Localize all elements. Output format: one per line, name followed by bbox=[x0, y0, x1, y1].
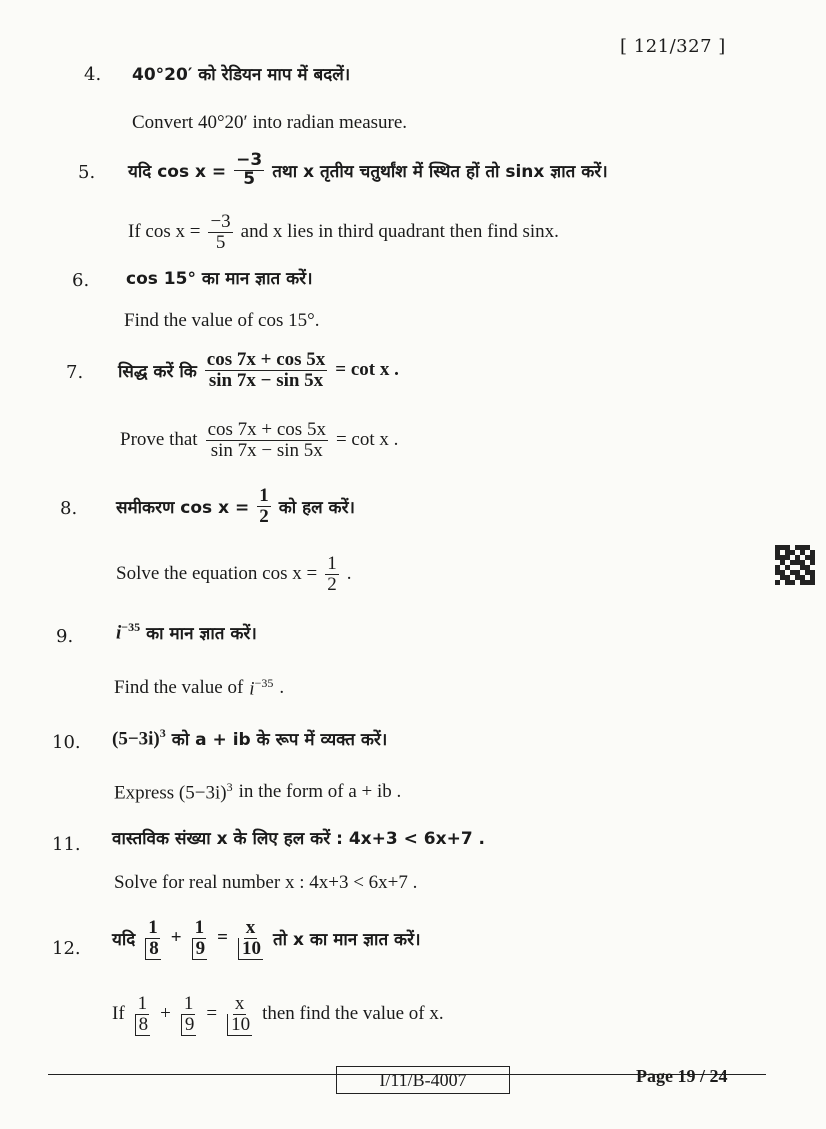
factorial-sign: 9 bbox=[181, 1014, 197, 1036]
qr-code-icon bbox=[775, 545, 815, 585]
question-10-hindi bbox=[112, 726, 387, 750]
text: $(5-3i)^3$ bbox=[112, 726, 166, 750]
exponent: 3 bbox=[226, 780, 233, 794]
denominator bbox=[179, 1015, 199, 1035]
numerator: x bbox=[234, 993, 245, 1014]
text: Express $(5-3i)^3$ bbox=[114, 780, 233, 804]
text: . bbox=[279, 677, 285, 699]
exponent: −35 bbox=[254, 676, 274, 690]
text: सिद्ध करें कि bbox=[118, 361, 197, 382]
question-9-hindi bbox=[116, 620, 257, 644]
denominator: 2 bbox=[259, 505, 269, 527]
numerator: 1 bbox=[148, 917, 158, 938]
text: = cot x . bbox=[335, 359, 399, 381]
text: समीकरण cos x = bbox=[116, 497, 250, 518]
equals-sign: = bbox=[217, 927, 228, 949]
denominator: 5 bbox=[215, 231, 226, 253]
exponent: 3 bbox=[159, 726, 166, 740]
equals-sign: = bbox=[206, 1003, 218, 1025]
fraction bbox=[179, 994, 199, 1035]
fraction bbox=[206, 420, 328, 461]
numerator: x bbox=[245, 917, 256, 938]
plus-sign: + bbox=[170, 927, 182, 949]
numerator: 1 bbox=[194, 917, 205, 938]
denominator: sin 7x − sin 5x bbox=[208, 369, 324, 391]
question-12-english bbox=[112, 994, 444, 1035]
exponent: −35 bbox=[121, 620, 141, 634]
fraction bbox=[236, 918, 265, 959]
text: को a + ib के रूप में व्यक्त करें। bbox=[171, 729, 388, 750]
text: in the form of a + ib . bbox=[238, 781, 402, 803]
numerator: cos 7x + cos 5x bbox=[206, 349, 326, 370]
question-7-english bbox=[120, 420, 398, 461]
denominator bbox=[236, 939, 265, 959]
text: यदि bbox=[112, 929, 136, 950]
fraction bbox=[234, 152, 264, 189]
question-number: 10. bbox=[52, 732, 81, 753]
text: If cos x = bbox=[128, 221, 201, 243]
fraction bbox=[208, 212, 232, 253]
plus-sign: + bbox=[160, 1003, 171, 1025]
text: तथा x तृतीय चतुर्थांश में स्थित हों तो sinx ज्ञात करें। bbox=[272, 161, 608, 182]
fraction bbox=[190, 918, 210, 959]
text: Solve the equation cos x = bbox=[116, 563, 318, 585]
fraction bbox=[325, 554, 339, 595]
numerator: 1 bbox=[327, 553, 337, 574]
text: = cot x . bbox=[335, 429, 399, 451]
question-11-english: Solve for real number x : 4x+3 < 6x+7 . bbox=[114, 872, 418, 893]
text bbox=[116, 620, 140, 644]
question-9-english bbox=[114, 676, 284, 700]
question-7-hindi bbox=[118, 350, 399, 391]
denominator: sin 7x − sin 5x bbox=[210, 439, 323, 461]
factorial-sign: 9 bbox=[192, 938, 208, 960]
text: then find the value of x. bbox=[262, 1003, 444, 1025]
text: को हल करें। bbox=[278, 497, 356, 518]
denominator: 5 bbox=[243, 168, 256, 189]
question-6-english: Find the value of cos 15°. bbox=[124, 310, 320, 331]
numerator: 1 bbox=[259, 485, 269, 506]
numerator: 1 bbox=[137, 993, 148, 1014]
question-11-hindi: वास्तविक संख्या x के लिए हल करें : 4x+3 < 6x+7 . bbox=[112, 829, 486, 849]
numerator: −3 bbox=[236, 150, 263, 170]
text: का मान ज्ञात करें। bbox=[146, 623, 257, 644]
factorial-sign: 10 bbox=[227, 1014, 252, 1036]
paper-code: [ 121/327 ] bbox=[620, 36, 726, 57]
question-4-hindi: 40°20′ को रेडियन माप में बदलें। bbox=[132, 65, 351, 85]
denominator bbox=[190, 939, 210, 959]
question-number: 11. bbox=[52, 834, 81, 855]
question-number: 5. bbox=[78, 162, 96, 183]
text: तो x का मान ज्ञात करें। bbox=[272, 929, 421, 950]
fraction bbox=[225, 994, 254, 1035]
question-number: 12. bbox=[52, 938, 81, 959]
numerator: −3 bbox=[210, 211, 231, 232]
denominator bbox=[143, 939, 163, 959]
question-5-hindi bbox=[128, 152, 608, 189]
imaginary-unit: i bbox=[116, 622, 122, 644]
question-10-english bbox=[114, 780, 401, 804]
numerator: cos 7x + cos 5x bbox=[207, 419, 326, 440]
question-number: 6. bbox=[72, 270, 90, 291]
form-code: I/11/B-4007 bbox=[336, 1066, 510, 1094]
denominator: 2 bbox=[327, 573, 337, 595]
text: Find the value of bbox=[114, 677, 244, 699]
question-number: 8. bbox=[60, 498, 78, 519]
factorial-sign: 8 bbox=[145, 938, 161, 960]
text: and x lies in third quadrant then find sinx. bbox=[240, 221, 559, 243]
page-number: Page 19 / 24 bbox=[636, 1066, 728, 1086]
denominator bbox=[133, 1015, 153, 1035]
question-number: 7. bbox=[66, 362, 84, 383]
question-12-hindi bbox=[112, 918, 421, 959]
numerator: 1 bbox=[183, 993, 194, 1014]
question-6-hindi: cos 15° का मान ज्ञात करें। bbox=[126, 269, 313, 289]
question-number: 9. bbox=[56, 626, 74, 647]
fraction bbox=[205, 350, 327, 391]
fraction bbox=[143, 918, 163, 959]
denominator bbox=[225, 1015, 254, 1035]
question-4-english: Convert 40°20′ into radian measure. bbox=[132, 112, 408, 133]
fraction bbox=[133, 994, 153, 1035]
text: यदि cos x = bbox=[128, 161, 227, 182]
text: . bbox=[346, 563, 352, 585]
question-number: 4. bbox=[84, 64, 102, 85]
text: If bbox=[112, 1003, 125, 1025]
text: Prove that bbox=[120, 429, 198, 451]
fraction bbox=[257, 486, 271, 527]
imaginary-unit: i bbox=[249, 678, 255, 700]
factorial-sign: 10 bbox=[238, 938, 263, 960]
question-8-english bbox=[116, 554, 351, 595]
question-8-hindi bbox=[116, 486, 355, 527]
factorial-sign: 8 bbox=[135, 1014, 151, 1036]
question-5-english bbox=[128, 212, 559, 253]
